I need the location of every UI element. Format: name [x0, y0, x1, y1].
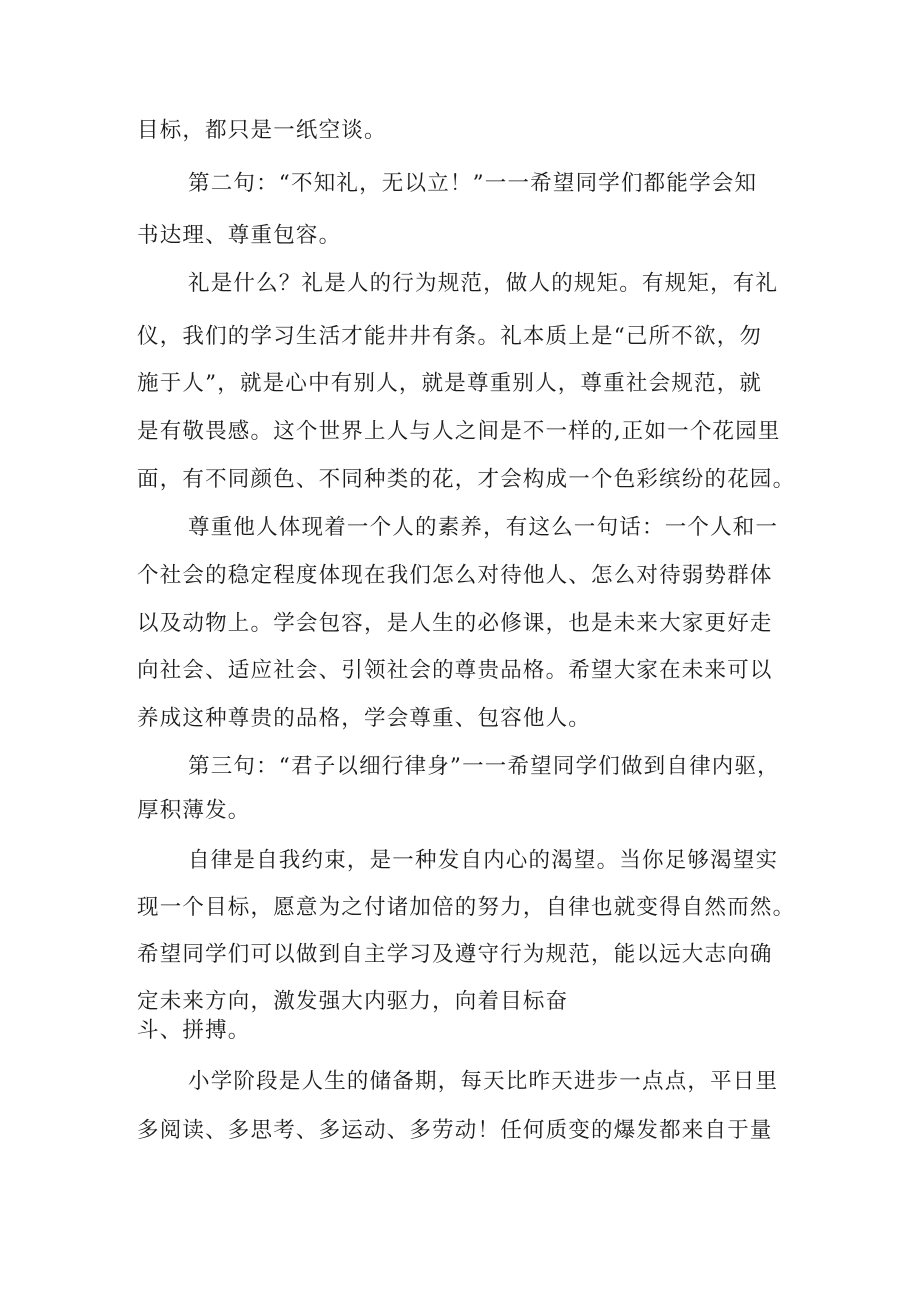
text-line: 多阅读、多思考、多运动、多劳动！任何质变的爆发都来自于量 [137, 1118, 773, 1143]
text-line: 施于人”，就是心中有别人，就是尊重别人，尊重社会规范，就 [137, 371, 763, 396]
text-line: 定未来方向，激发强大内驱力，向着目标奋 [137, 989, 569, 1014]
paragraph-start: 礼是什么？礼是人的行为规范，做人的规矩。有规矩，有礼 [188, 271, 779, 296]
text-line: 面，有不同颜色、不同种类的花，才会构成一个色彩缤纷的花园。 [137, 467, 796, 492]
heading-rule-three: 第三句：“君子以细行律身”一一希望同学们做到自律内驱， [188, 754, 780, 779]
paragraph-start: 尊重他人体现着一个人的素养，有这么一句话：一个人和一 [188, 515, 779, 540]
text-line: 养成这种尊贵的品格，学会尊重、包容他人。 [137, 706, 592, 731]
text-line: 以及动物上。学会包容，是人生的必修课，也是未来大家更好走 [137, 611, 773, 636]
text-line: 现一个目标，愿意为之付诸加倍的努力，自律也就变得自然而然。 [137, 895, 796, 920]
text-line: 斗、拼搏。 [137, 1018, 251, 1043]
text-line: 仪，我们的学习生活才能井井有条。礼本质上是“己所不欲，勿 [137, 324, 763, 349]
text-line: 是有敬畏感。这个世界上人与人之间是不一样的,正如一个花园里 [137, 419, 781, 444]
text-line: 书达理、尊重包容。 [137, 223, 342, 248]
paragraph-start: 自律是自我约束，是一种发自内心的渴望。当你足够渴望实 [188, 848, 779, 873]
text-line: 个社会的稳定程度体现在我们怎么对待他人、怎么对待弱势群体 [137, 563, 773, 588]
paragraph-start: 小学阶段是人生的储备期，每天比昨天进步一点点，平日里 [188, 1069, 779, 1094]
text-line: 向社会、适应社会、引领社会的尊贵品格。希望大家在未来可以 [137, 658, 773, 683]
heading-rule-two: 第二句：“不知礼，无以立！”一一希望同学们都能学会知 [188, 171, 758, 196]
text-line: 厚积薄发。 [137, 798, 251, 823]
text-line: 希望同学们可以做到自主学习及遵守行为规范，能以远大志向确 [137, 942, 773, 967]
text-line: 目标，都只是一纸空谈。 [137, 118, 387, 143]
